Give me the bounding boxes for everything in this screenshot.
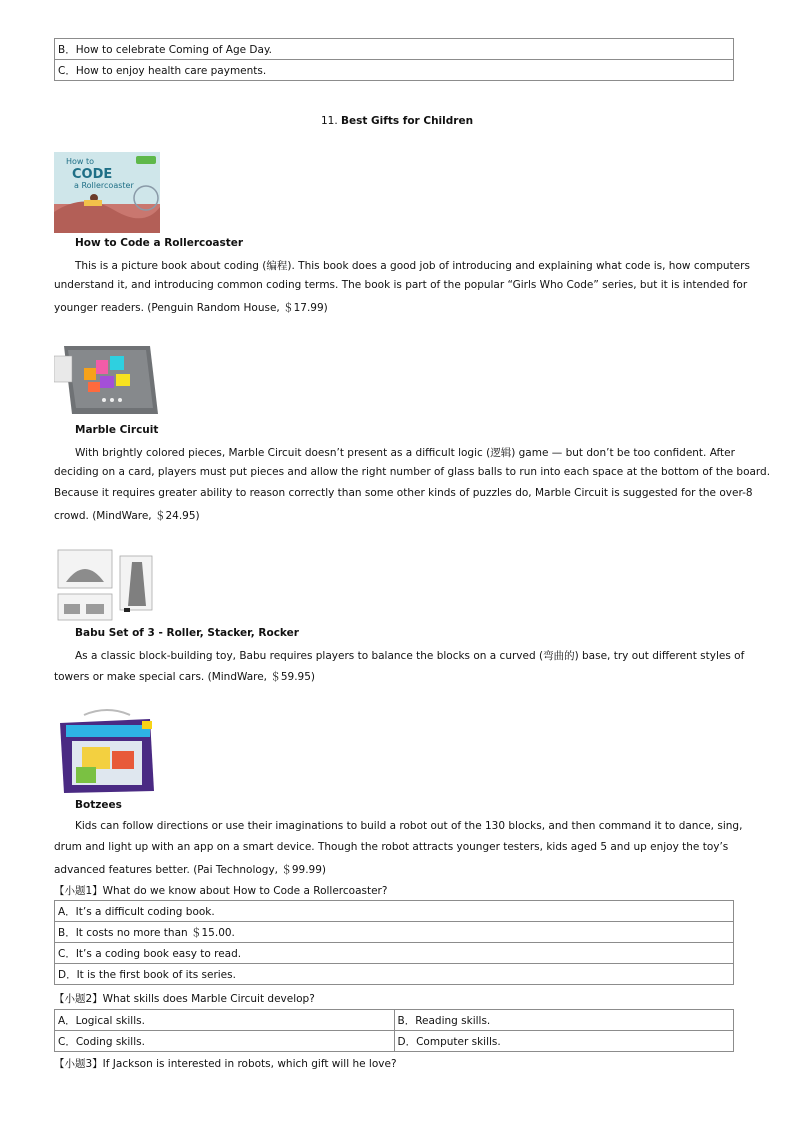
- gift-description-line: As a classic block-building toy, Babu requires players to balance the blocks on a curved (弯曲的) base, try out different styles of: [75, 650, 745, 662]
- gift-title: Botzees: [75, 799, 122, 811]
- gift-description-line: deciding on a card, players must put pieces and allow the right number of glass balls to run into each space at the bottom of the board.: [54, 466, 771, 478]
- option-c[interactable]: C．Coding skills.: [55, 1031, 395, 1052]
- question-stem: 【小题3】If Jackson is interested in robots, which gift will he love?: [54, 1058, 397, 1070]
- gift-description-line: Because it requires greater ability to reason correctly than some other kinds of puzzles do, Marble Circuit is suggested for the over-8: [54, 487, 753, 499]
- option-d[interactable]: D．Computer skills.: [394, 1031, 734, 1052]
- option-b[interactable]: B．Reading skills.: [394, 1010, 734, 1031]
- gift-description-line: drum and light up with an app on a smart device. Though the robot attracts younger testers, kids aged 5 and up enjoy the toy’s: [54, 841, 729, 853]
- book-cover-image: [54, 152, 160, 233]
- marble-circuit-image: [54, 338, 160, 419]
- question-stem: 【小题2】What skills does Marble Circuit develop?: [54, 993, 315, 1005]
- gift-description-line: younger readers. (Penguin Random House, ＄17.99): [54, 302, 328, 314]
- gift-description-line: advanced features better. (Pai Technology, ＄99.99): [54, 864, 326, 876]
- question-2-options: [54, 1009, 734, 1052]
- question-1-options: [54, 900, 734, 985]
- gift-title: How to Code a Rollercoaster: [75, 237, 244, 249]
- gift-description-line: understand it, and introducing common coding terms. The book is part of the popular “Girls Who Code” series, but it is intended for: [54, 279, 748, 291]
- cover-text-3: a Rollercoaster: [74, 181, 134, 190]
- cover-text-2: CODE: [72, 167, 113, 182]
- babu-set-image: [54, 546, 160, 624]
- option-a[interactable]: A．Logical skills.: [55, 1010, 395, 1031]
- option-c: C．How to enjoy health care payments.: [55, 60, 734, 81]
- gift-description-line: crowd. (MindWare, ＄24.95): [54, 510, 200, 522]
- gift-description-line: towers or make special cars. (MindWare, ＄59.95): [54, 671, 316, 683]
- option-d[interactable]: D．It is the first book of its series.: [55, 964, 734, 985]
- option-b: B．How to celebrate Coming of Age Day.: [55, 39, 734, 60]
- previous-question-options: [54, 38, 734, 81]
- gift-title: Marble Circuit: [75, 424, 159, 436]
- question-stem: 【小题1】What do we know about How to Code a Rollercoaster?: [54, 885, 388, 897]
- gift-description-line: This is a picture book about coding (编程). This book does a good job of introducing and explaining what code is, how computers: [75, 260, 750, 272]
- gift-description-line: With brightly colored pieces, Marble Circuit doesn’t present as a difficult logic (逻辑) game — but don’t be too confident. After: [75, 447, 735, 459]
- gift-title: Babu Set of 3 - Roller, Stacker, Rocker: [75, 627, 299, 639]
- botzees-image: [54, 707, 160, 795]
- passage-title: Best Gifts for Children: [341, 115, 474, 127]
- option-a[interactable]: A．It’s a difficult coding book.: [55, 901, 734, 922]
- gift-description-line: Kids can follow directions or use their imaginations to build a robot out of the 130 blocks, and then command it to dance, sing,: [75, 820, 743, 832]
- option-b[interactable]: B．It costs no more than ＄15.00.: [55, 922, 734, 943]
- cover-text-1: How to: [66, 157, 95, 166]
- question-number: 11.: [320, 115, 341, 127]
- option-c[interactable]: C．It’s a coding book easy to read.: [55, 943, 734, 964]
- passage-heading: [0, 115, 794, 127]
